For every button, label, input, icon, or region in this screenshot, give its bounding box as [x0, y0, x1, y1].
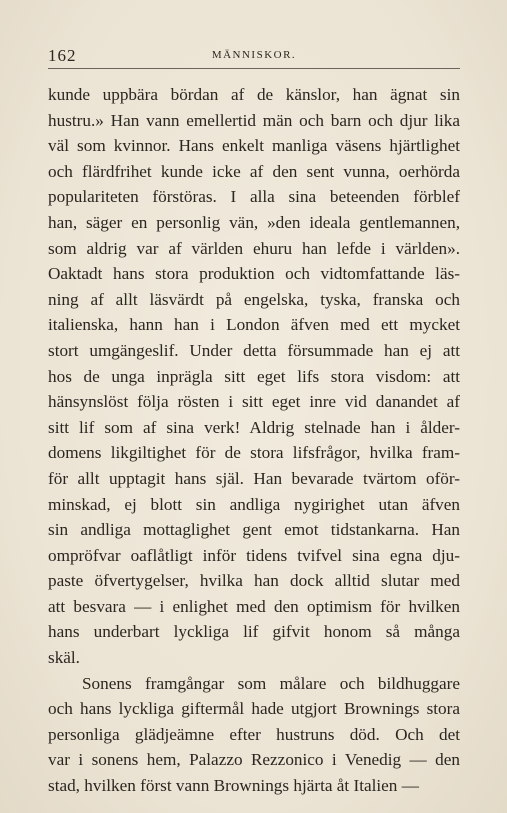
text-line: stad, hvilken först vann Brownings hjärta åt Italien — [48, 776, 419, 796]
text-line: han, säger en personlig vän, »den ideala gentlemannen, [48, 212, 460, 232]
text-line: hänsynslöst följa rösten i sitt eget inre vid danandet af [48, 392, 460, 412]
text-line: hans underbart lyckliga lif gifvit honom så många [48, 622, 460, 642]
paragraph [48, 82, 460, 671]
text-line: sitt lif som af sina verk! Aldrig stelnade han i ålder- [48, 417, 460, 437]
page-number: 162 [48, 46, 77, 65]
text-line: Oaktadt hans stora produktion och vidtomfattande läs- [48, 264, 460, 284]
text-line: paste öfvertygelser, hvilka han dock alltid slutar med [48, 571, 460, 591]
text-line: ning af allt läsvärdt på engelska, tyska, franska och [48, 289, 460, 309]
text-line: italienska, hann han i London äfven med ett mycket [48, 315, 460, 335]
text-line: och hans lyckliga giftermål hade utgjort Brownings stora [48, 699, 460, 719]
text-line: skäl. [48, 648, 80, 668]
text-line: var i sonens hem, Palazzo Rezzonico i Venedig — den [48, 750, 460, 770]
text-line: att besvara — i enlighet med den optimism för hvilken [48, 596, 460, 616]
text-line: och flärdfrihet kunde icke af den sent vunna, oerhörda [48, 161, 460, 181]
text-line: domens likgiltighet för de stora lifsfrågor, hvilka fram- [48, 443, 460, 463]
text-line: väl som kvinnor. Hans enkelt manliga väsens hjärtlighet [48, 136, 460, 156]
text-line: minskad, ej blott sin andliga nygirighet utan äfven [48, 494, 460, 514]
page-header [48, 46, 460, 66]
header-rule [48, 68, 460, 69]
text-line: stort umgängeslif. Under detta försummade han ej att [48, 340, 460, 360]
text-line: populariteten förstöras. I alla sina beteenden förblef [48, 187, 460, 207]
text-line: sin andliga mottaglighet gent emot tidstankarna. Han [48, 520, 460, 540]
text-line: Sonens framgångar som målare och bildhuggare [82, 673, 460, 693]
text-line: personliga glädjeämne efter hustruns död. Och det [48, 724, 460, 744]
text-line: kunde uppbära bördan af de känslor, han ägnat sin [48, 85, 460, 104]
text-line: ompröfvar oaflåtligt inför tidens tvifvel sina egna dju- [48, 545, 460, 565]
text-line: för allt upptagit hans själ. Han bevarade tvärtom oför- [48, 468, 460, 488]
paragraph [48, 671, 460, 799]
text-line: hustru.» Han vann emellertid män och barn och djur lika [48, 110, 460, 130]
body-text [48, 82, 460, 799]
running-head: MÄNNISKOR. [211, 49, 297, 61]
text-line: hos de unga inprägla sitt eget lifs stora visdom: att [48, 366, 460, 386]
text-line: som aldrig var af världen ehuru han lefde i världen». [48, 238, 460, 258]
